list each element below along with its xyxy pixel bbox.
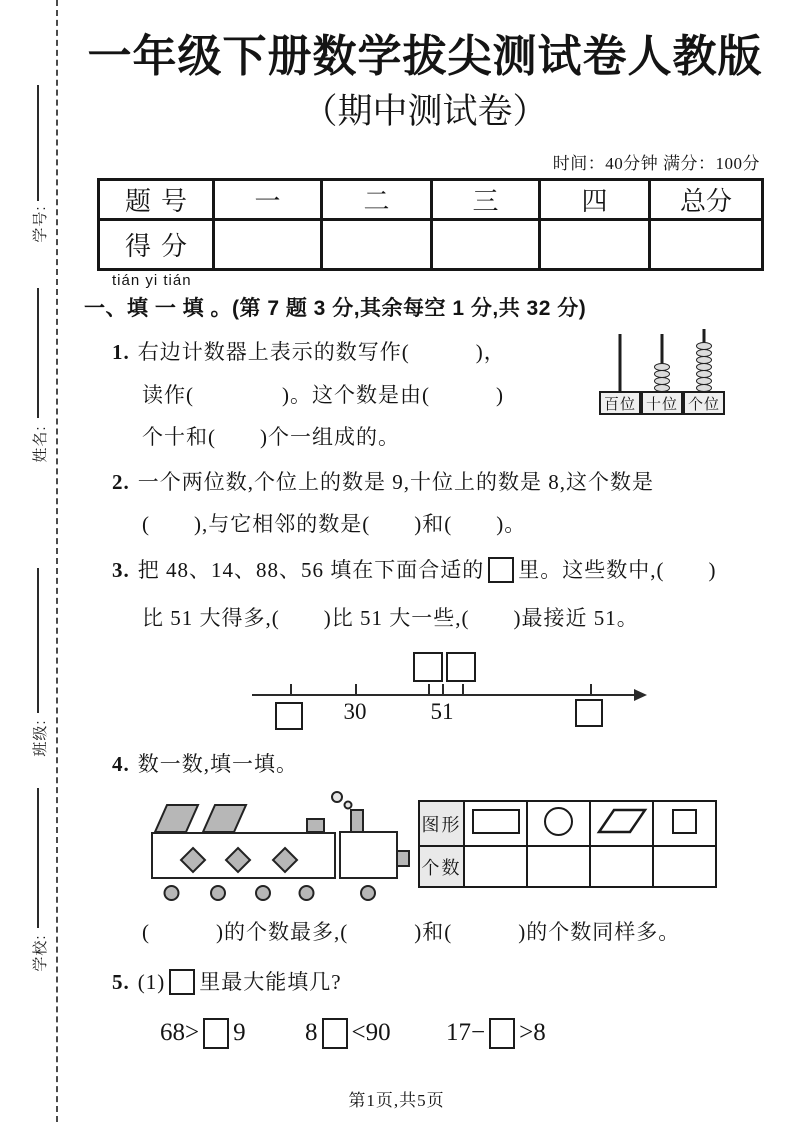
score-header-cell: 一 xyxy=(214,180,322,220)
parallelogram-shape xyxy=(155,805,198,832)
class-blank-line xyxy=(37,568,39,713)
blank-box xyxy=(489,1018,515,1049)
answer-box-above-1 xyxy=(413,652,443,682)
counter-rod-icon xyxy=(619,334,622,392)
name-label: 姓名: xyxy=(32,425,49,463)
score-header-cell: 总分 xyxy=(650,180,763,220)
tick-label-30: 30 xyxy=(343,699,367,724)
q4-number: 4. xyxy=(112,752,130,776)
pinyin-annotation: tián yi tián xyxy=(112,272,192,289)
section-one-heading: 一、填 一 填 。(第 7 题 3 分,其余每空 1 分,共 32 分) xyxy=(84,297,587,320)
student-id-blank-line xyxy=(37,85,39,201)
smoke-circle xyxy=(345,802,352,809)
counter-beads-tens xyxy=(654,364,670,392)
wheel-circle xyxy=(165,886,179,900)
tick-mark xyxy=(428,684,430,696)
q5-question-text: 里最大能填几? xyxy=(199,970,342,994)
score-empty-cell xyxy=(322,220,432,270)
q5-sub-number: (1) xyxy=(137,970,166,994)
expression-2-left: 8 xyxy=(305,1019,318,1046)
chimney-rectangle xyxy=(351,810,363,833)
wheel-circle xyxy=(256,886,270,900)
count-empty-cell xyxy=(464,846,527,887)
expression-3-right: >8 xyxy=(519,1019,546,1046)
q5-line1 xyxy=(112,966,342,996)
paper-subtitle: （期中测试卷） xyxy=(302,92,548,131)
score-empty-cell xyxy=(214,220,322,270)
q3-number: 3. xyxy=(112,558,130,582)
school-label: 学校: xyxy=(32,934,49,972)
q4-answer-line: ( )的个数最多,( )和( )的个数同样多。 xyxy=(142,920,681,944)
number-line-axis xyxy=(252,694,636,696)
expression-2-right: <90 xyxy=(351,1019,391,1046)
score-header-cell: 三 xyxy=(432,180,540,220)
q2-line2: ( ),与它相邻的数是( )和( )。 xyxy=(142,512,527,536)
margin-dashed-divider xyxy=(56,0,58,1122)
q3-line1-post: 里。这些数中,( ) xyxy=(518,558,717,582)
q3-line1-pre: 把 48、14、88、56 填在下面合适的 xyxy=(137,558,485,582)
blank-box xyxy=(322,1018,348,1049)
tick-mark xyxy=(355,684,357,696)
q3-line2: 比 51 大得多,( )比 51 大一些,( )最接近 51。 xyxy=(142,606,639,630)
engine-cab-square xyxy=(340,832,397,878)
parallelogram-shape xyxy=(203,805,246,832)
blank-box xyxy=(169,969,195,995)
wheel-circle xyxy=(300,886,314,900)
counter-column-ones xyxy=(683,329,725,415)
number-line-diagram xyxy=(250,645,650,740)
tick-mark xyxy=(442,684,444,696)
smoke-circle xyxy=(332,792,342,802)
expression-1 xyxy=(160,1018,246,1049)
counter-label-hundreds: 百位 xyxy=(599,391,641,415)
score-header-cell: 二 xyxy=(322,180,432,220)
train-illustration xyxy=(140,790,425,905)
score-header-cell: 四 xyxy=(540,180,650,220)
blank-box xyxy=(488,557,514,583)
q1-line2: 读作( )。这个数是由( ) xyxy=(142,383,504,407)
score-row-label: 得分 xyxy=(99,220,214,270)
rectangle-icon xyxy=(472,809,520,834)
square-icon xyxy=(672,809,697,834)
answer-box-below-2 xyxy=(575,699,603,727)
q1-number: 1. xyxy=(112,340,130,364)
count-empty-cell xyxy=(527,846,590,887)
counter-label-ones: 个位 xyxy=(683,391,725,415)
wheel-circle xyxy=(361,886,375,900)
counter-column-hundreds xyxy=(599,329,641,415)
q3-line1 xyxy=(112,554,717,584)
q1-line1-text: 右边计数器上表示的数写作( )， xyxy=(137,340,506,364)
counter-beads-ones xyxy=(696,343,712,392)
q4-title-text: 数一数,填一填。 xyxy=(137,752,298,776)
count-empty-cell xyxy=(653,846,716,887)
q1-line1 xyxy=(112,336,506,366)
count-empty-cell xyxy=(590,846,653,887)
score-empty-cell xyxy=(650,220,763,270)
q2-number: 2. xyxy=(112,470,130,494)
blank-box xyxy=(203,1018,229,1049)
front-bumper-rectangle xyxy=(397,851,409,866)
counter-label-tens: 十位 xyxy=(641,391,683,415)
school-blank-line xyxy=(37,788,39,928)
tick-label-51: 51 xyxy=(430,699,454,724)
name-blank-line xyxy=(37,288,39,418)
shape-row-label: 图形 xyxy=(419,801,464,846)
score-table xyxy=(97,178,764,271)
rectangle-shape xyxy=(307,819,324,832)
expression-1-right: 9 xyxy=(233,1019,246,1046)
answer-box-below-1 xyxy=(275,702,303,730)
wheel-circle xyxy=(211,886,225,900)
counter-column-tens xyxy=(641,329,683,415)
count-row-label: 个数 xyxy=(419,846,464,887)
student-id-label: 学号: xyxy=(32,205,49,243)
parallelogram-icon xyxy=(593,807,651,835)
q2-line1-text: 一个两位数,个位上的数是 9,十位上的数是 8,这个数是 xyxy=(137,470,654,494)
answer-box-above-2 xyxy=(446,652,476,682)
page-number-info: 第1页,共5页 xyxy=(348,1091,445,1110)
q2-line1 xyxy=(112,466,654,496)
arrowhead-icon xyxy=(634,689,647,701)
paper-title: 一年级下册数学拔尖测试卷人教版 xyxy=(87,32,763,81)
time-score-info: 时间：40分钟 满分：100分 xyxy=(552,154,760,173)
tick-mark xyxy=(590,684,592,696)
class-label: 班级: xyxy=(32,719,49,757)
circle-icon xyxy=(544,807,573,836)
tick-mark xyxy=(290,684,292,696)
tick-mark xyxy=(462,684,464,696)
q4-line1 xyxy=(112,748,298,778)
q1-line3: 个十和( )个一组成的。 xyxy=(142,425,400,449)
abacus-counter xyxy=(599,329,725,415)
expression-1-left: 68> xyxy=(160,1019,200,1046)
q5-number: 5. xyxy=(112,970,130,994)
shapes-count-table xyxy=(418,800,717,888)
score-empty-cell xyxy=(540,220,650,270)
expression-2 xyxy=(305,1018,391,1049)
expression-3-left: 17− xyxy=(446,1019,486,1046)
score-header-cell: 题号 xyxy=(99,180,214,220)
expression-3 xyxy=(446,1018,546,1049)
score-empty-cell xyxy=(432,220,540,270)
